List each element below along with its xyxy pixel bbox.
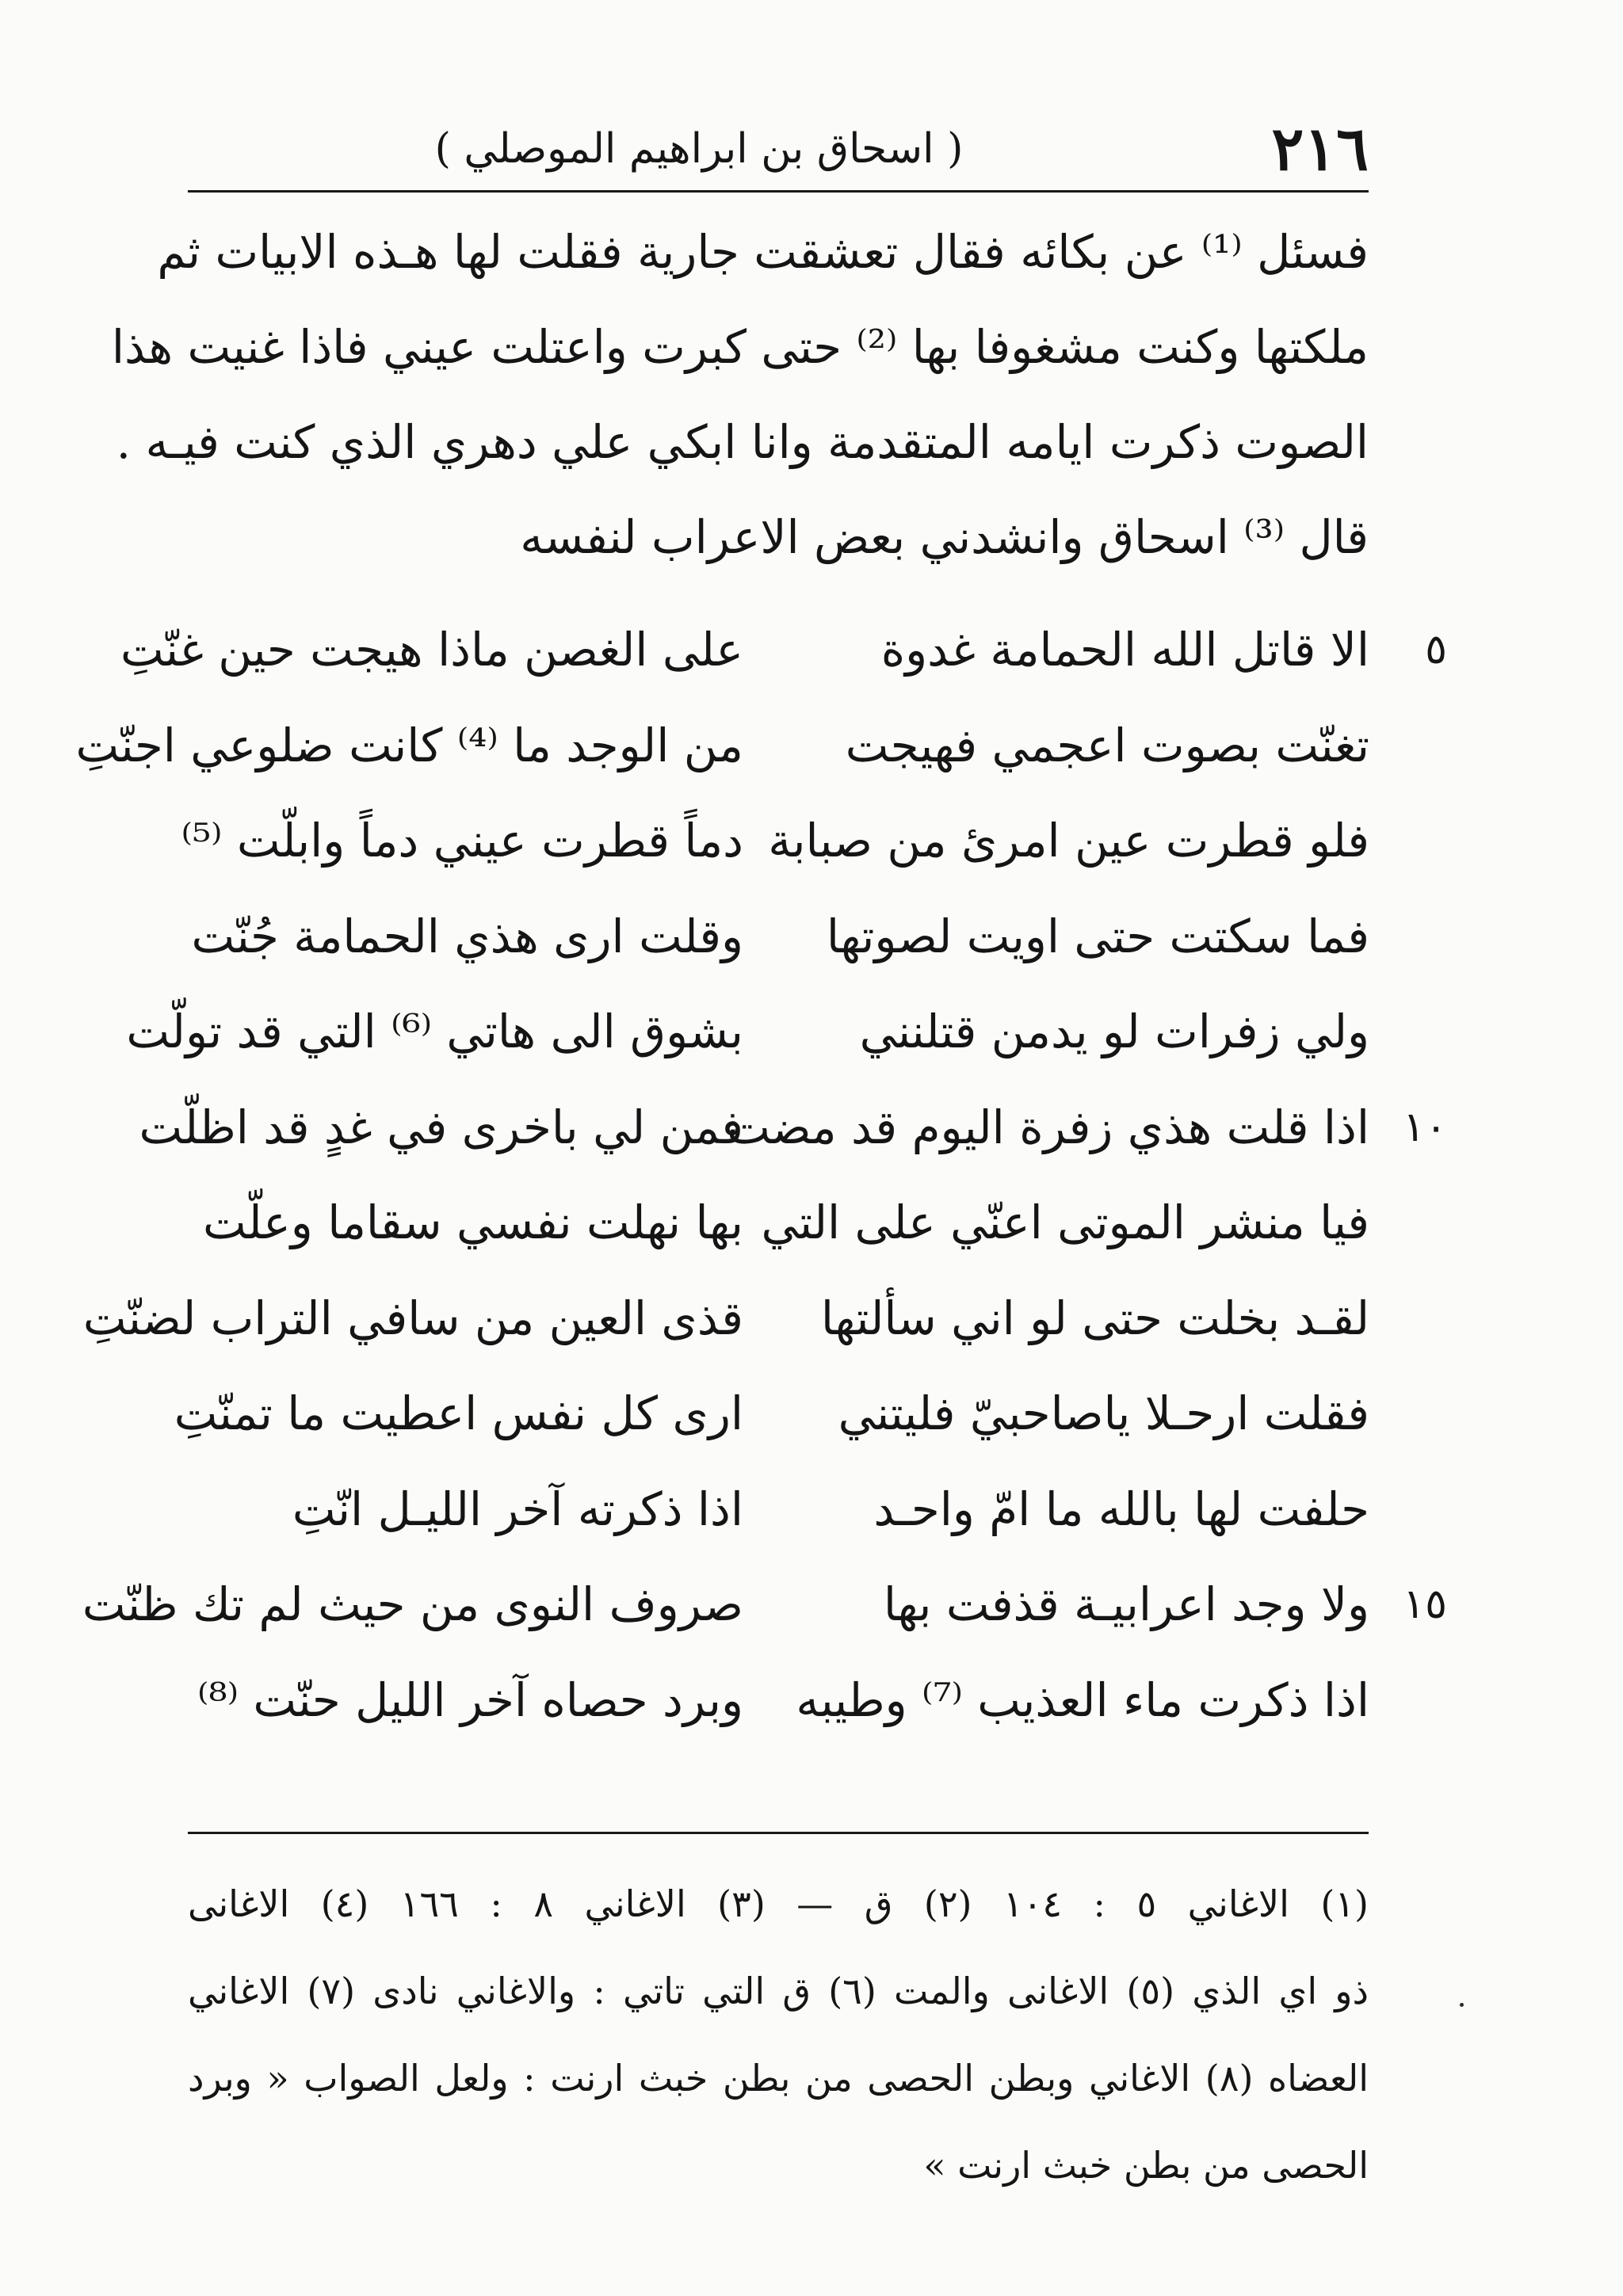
footnote-line: الحصى من بطن خبث ارنت » bbox=[923, 2144, 1369, 2187]
prose-line: قال ⁽³⁾ اسحاق وانشدني بعض الاعراب لنفسه bbox=[520, 510, 1369, 564]
second-hemistich: وبرد حصاه آخر الليل حنّت ⁽⁸⁾ bbox=[197, 1672, 743, 1727]
verse-line bbox=[0, 1175, 1623, 1271]
second-hemistich: على الغصن ماذا هيجت حين غنّتِ bbox=[120, 623, 743, 677]
verse-line bbox=[0, 889, 1623, 985]
prose-line: الصوت ذكرت ايامه المتقدمة وانا ابكي علي دهري الذي كنت فيـه . bbox=[116, 415, 1369, 469]
verse-line bbox=[0, 1653, 1623, 1749]
second-hemistich: بها نهلت نفسي سقاما وعلّت bbox=[202, 1196, 743, 1249]
prose-line: ملكتها وكنت مشغوفا بها ⁽²⁾ حتى كبرت واعتلت عيني فاذا غنيت هذا bbox=[111, 320, 1369, 374]
first-hemistich: فقلت ارحـلا ياصاحبيّ فليتني bbox=[838, 1386, 1369, 1440]
first-hemistich: فيا منشر الموتى اعنّي على التي bbox=[761, 1196, 1369, 1249]
verse-line bbox=[0, 793, 1623, 889]
verse-line bbox=[0, 1271, 1623, 1367]
first-hemistich: اذا قلت هذي زفرة اليوم قد مضت bbox=[727, 1100, 1369, 1154]
second-hemistich: اذا ذكرته آخر الليـل انّتِ bbox=[292, 1482, 743, 1536]
first-hemistich: الا قاتل الله الحمامة غدوة bbox=[880, 623, 1369, 677]
running-head: ( اسحاق بن ابراهيم الموصلي ) bbox=[434, 125, 964, 173]
verse-line bbox=[0, 1366, 1623, 1462]
prose-line: فسئل ⁽¹⁾ عن بكائه فقال تعشقت جارية فقلت لها هـذه الابيات ثم bbox=[157, 225, 1369, 279]
first-hemistich: ولي زفرات لو يدمن قتلنني bbox=[859, 1005, 1369, 1058]
first-hemistich: حلفت لها بالله ما امّ واحـد bbox=[873, 1482, 1369, 1536]
second-hemistich: من الوجد ما ⁽⁴⁾ كانت ضلوعي اجنّتِ bbox=[75, 718, 743, 772]
ink-speck bbox=[1460, 2003, 1464, 2007]
footnote-line: العضاه (٨) الاغاني وبطن الحصى من بطن خبث ارنت : ولعل الصواب « وبرد bbox=[188, 2057, 1369, 2100]
verse-line bbox=[0, 698, 1623, 794]
second-hemistich: وقلت ارى هذي الحمامة جُنّت bbox=[191, 909, 743, 963]
first-hemistich: تغنّت بصوت اعجمي فهيجت bbox=[845, 718, 1369, 772]
second-hemistich: فمن لي باخرى في غدٍ قد اظلّت bbox=[139, 1100, 743, 1154]
page-number: ٢١٦ bbox=[1271, 113, 1369, 184]
verse-line bbox=[0, 602, 1623, 698]
verse-number: ١٠ bbox=[1403, 1103, 1447, 1151]
second-hemistich: دماً قطرت عيني دماً وابلّت ⁽⁵⁾ bbox=[181, 814, 743, 868]
second-hemistich: ارى كل نفس اعطيت ما تمنّتِ bbox=[174, 1386, 743, 1440]
second-hemistich: قذى العين من سافي التراب لضنّتِ bbox=[82, 1291, 743, 1345]
verse-line bbox=[0, 984, 1623, 1080]
footnote-line: (١) الاغاني ٥ : ١٠٤ (٢) ق — (٣) الاغاني ٨ : ١٦٦ (٤) الاغانى bbox=[188, 1882, 1369, 1925]
footnote-line: ذو اي الذي (٥) الاغانى والمت (٦) ق التي تاتي : والاغاني نادى (٧) الاغاني bbox=[188, 1970, 1369, 2012]
first-hemistich: لقـد بخلت حتى لو اني سألتها bbox=[820, 1291, 1369, 1345]
first-hemistich: اذا ذكرت ماء العذيب ⁽⁷⁾ وطيبه bbox=[796, 1672, 1369, 1727]
verse-line bbox=[0, 1080, 1623, 1176]
second-hemistich: بشوق الى هاتي ⁽⁶⁾ التي قد تولّت bbox=[126, 1005, 743, 1058]
verse-line bbox=[0, 1557, 1623, 1653]
footnotes bbox=[188, 1860, 1369, 2209]
page-header bbox=[188, 109, 1369, 189]
prose-paragraph bbox=[111, 204, 1369, 585]
verse-number: ٥ bbox=[1425, 626, 1447, 673]
first-hemistich: فلو قطرت عين امرئ من صبابة bbox=[768, 814, 1369, 868]
verse-number: ١٥ bbox=[1403, 1581, 1447, 1628]
verse-line bbox=[0, 1462, 1623, 1558]
second-hemistich: صروف النوى من حيث لم تك ظنّت bbox=[82, 1577, 743, 1631]
first-hemistich: فما سكتت حتى اويت لصوتها bbox=[826, 909, 1369, 963]
first-hemistich: ولا وجد اعرابيـة قذفت بها bbox=[883, 1577, 1369, 1631]
footnote-rule bbox=[188, 1832, 1369, 1834]
poem bbox=[0, 602, 1623, 1748]
header-rule bbox=[188, 190, 1369, 193]
